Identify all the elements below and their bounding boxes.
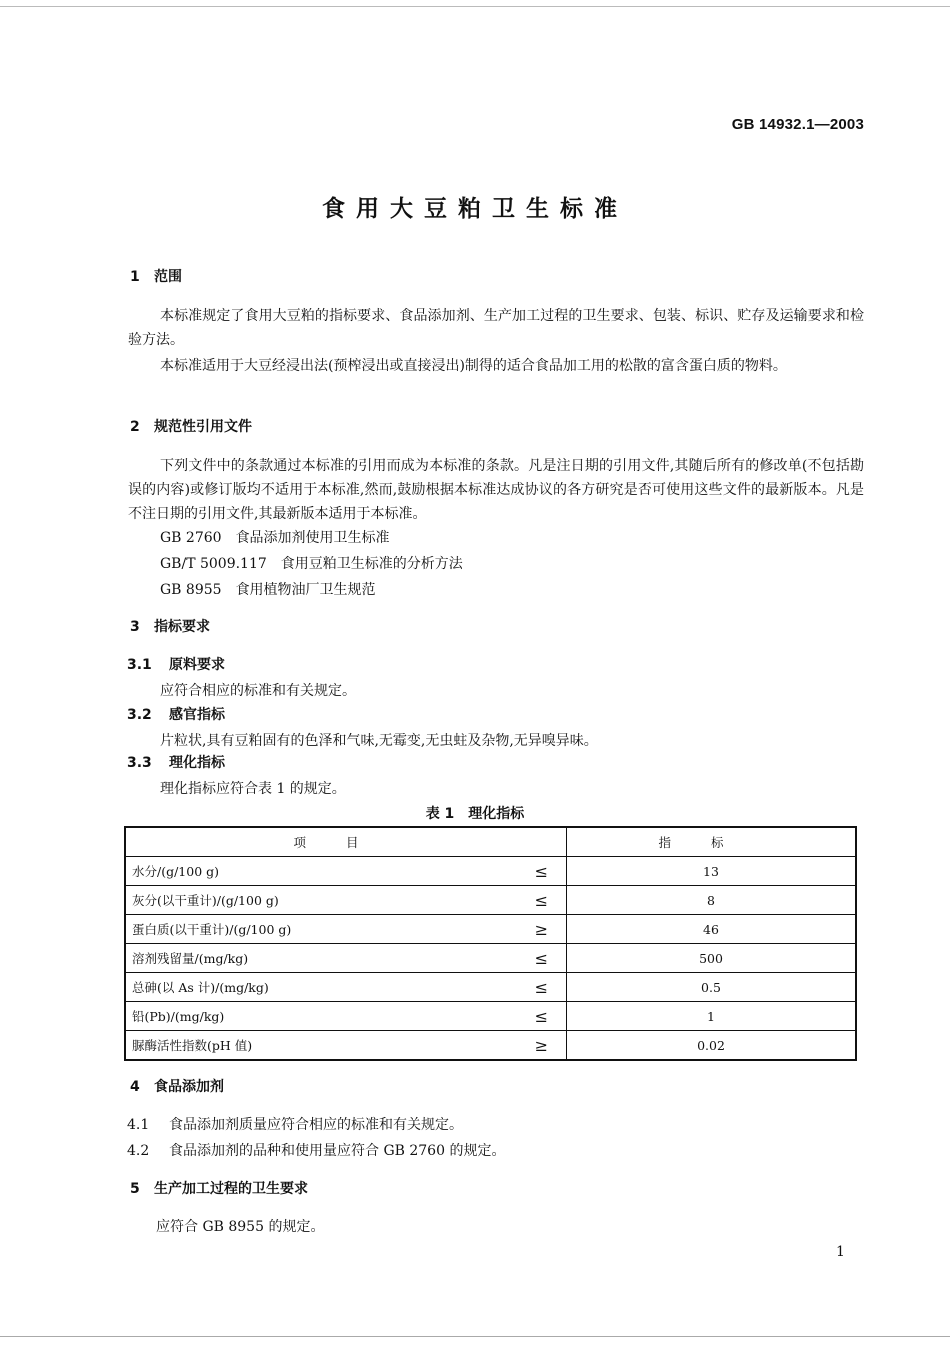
row-item: 铅(Pb)/(mg/kg) [125, 1002, 512, 1031]
row-symbol: ≤ [512, 886, 567, 915]
section-number: 5 [130, 1181, 140, 1197]
reference-title: 食用豆粕卫生标准的分析方法 [280, 556, 463, 572]
section-title: 指标要求 [154, 619, 210, 635]
reference-item [160, 552, 463, 576]
row-item: 溶剂残留量/(mg/kg) [125, 944, 512, 973]
row-item: 脲酶活性指数(pH 值) [125, 1031, 512, 1061]
subsection-number: 3.3 [127, 755, 152, 771]
row-value: 8 [567, 886, 857, 915]
subsection-text: 食品添加剂的品种和使用量应符合 GB 2760 的规定。 [169, 1143, 506, 1159]
section-number: 1 [130, 269, 140, 285]
section-3-3-heading [127, 752, 225, 772]
row-item: 水分/(g/100 g) [125, 857, 512, 886]
section-1-paragraph-1: 本标准规定了食用大豆粕的指标要求、食品添加剂、生产加工过程的卫生要求、包装、标识、贮存及运输要求和检验方法。 [128, 308, 864, 348]
section-title: 规范性引用文件 [154, 419, 252, 435]
reference-title: 食用植物油厂卫生规范 [235, 582, 376, 598]
table-caption: 表 1 理化指标 [425, 806, 525, 822]
table-row [125, 886, 856, 915]
row-symbol: ≥ [512, 915, 567, 944]
scan-edge-top [0, 6, 950, 7]
row-symbol: ≥ [512, 1031, 567, 1061]
section-4-heading [130, 1076, 224, 1096]
row-symbol: ≤ [512, 973, 567, 1002]
subsection-title: 感官指标 [169, 707, 225, 723]
section-4-1 [127, 1114, 463, 1134]
section-3-3-text: 理化指标应符合表 1 的规定。 [160, 781, 346, 797]
reference-title: 食品添加剂使用卫生标准 [235, 530, 390, 546]
section-3-1-heading [127, 654, 225, 674]
section-3-1-text: 应符合相应的标准和有关规定。 [160, 683, 356, 699]
subsection-number: 4.1 [127, 1117, 150, 1133]
row-value: 13 [567, 857, 857, 886]
page-number: 1 [836, 1244, 845, 1260]
section-number: 4 [130, 1079, 140, 1095]
subsection-text: 食品添加剂质量应符合相应的标准和有关规定。 [169, 1117, 463, 1133]
section-3-2-text: 片粒状,具有豆粕固有的色泽和气味,无霉变,无虫蛀及杂物,无异嗅异味。 [160, 733, 598, 749]
section-1-heading [130, 266, 182, 286]
section-title: 范围 [154, 269, 182, 285]
standard-code: GB 14932.1—2003 [731, 116, 864, 133]
column-header-item: 项目 [125, 827, 567, 857]
section-2-heading [130, 416, 252, 436]
section-3-2-heading [127, 704, 225, 724]
table-row [125, 973, 856, 1002]
table-row [125, 915, 856, 944]
table-row [125, 1002, 856, 1031]
section-number: 2 [130, 419, 140, 435]
section-4-2 [127, 1140, 505, 1160]
row-item: 蛋白质(以干重计)/(g/100 g) [125, 915, 512, 944]
table-header-row [125, 827, 856, 857]
document-title: 食用大豆粕卫生标准 [322, 196, 628, 222]
section-title: 生产加工过程的卫生要求 [154, 1181, 308, 1197]
reference-item [160, 526, 390, 550]
reference-code: GB 8955 [160, 582, 222, 598]
section-1-paragraph-2: 本标准适用于大豆经浸出法(预榨浸出或直接浸出)制得的适合食品加工用的松散的富含蛋白质的物料。 [160, 358, 787, 374]
row-value: 0.5 [567, 973, 857, 1002]
row-symbol: ≤ [512, 1002, 567, 1031]
column-header-value: 指标 [567, 827, 857, 857]
row-item: 总砷(以 As 计)/(mg/kg) [125, 973, 512, 1002]
row-value: 1 [567, 1002, 857, 1031]
subsection-number: 4.2 [127, 1143, 150, 1159]
subsection-number: 3.2 [127, 707, 152, 723]
table-row [125, 857, 856, 886]
reference-item [160, 578, 376, 602]
spec-table [124, 826, 857, 1061]
subsection-title: 原料要求 [169, 657, 225, 673]
reference-code: GB 2760 [160, 530, 222, 546]
row-symbol: ≤ [512, 857, 567, 886]
subsection-title: 理化指标 [169, 755, 225, 771]
row-value: 500 [567, 944, 857, 973]
row-value: 0.02 [567, 1031, 857, 1061]
section-5-heading [130, 1178, 308, 1198]
table-row [125, 944, 856, 973]
section-number: 3 [130, 619, 140, 635]
section-title: 食品添加剂 [154, 1079, 224, 1095]
reference-code: GB/T 5009.117 [160, 556, 267, 572]
table-row [125, 1031, 856, 1061]
scan-edge-bottom [0, 1336, 950, 1337]
section-2-paragraph: 下列文件中的条款通过本标准的引用而成为本标准的条款。凡是注日期的引用文件,其随后所有的修改单(不包括勘误的内容)或修订版均不适用于本标准,然而,鼓励根据本标准达成协议的各方研究是否可使用这些文件的最新版本。凡是不注日期的引用文件,其最新版本适用于本标准。 [128, 458, 864, 522]
row-value: 46 [567, 915, 857, 944]
row-symbol: ≤ [512, 944, 567, 973]
row-item: 灰分(以干重计)/(g/100 g) [125, 886, 512, 915]
section-3-heading [130, 616, 210, 636]
subsection-number: 3.1 [127, 657, 152, 673]
section-5-text: 应符合 GB 8955 的规定。 [156, 1219, 325, 1235]
